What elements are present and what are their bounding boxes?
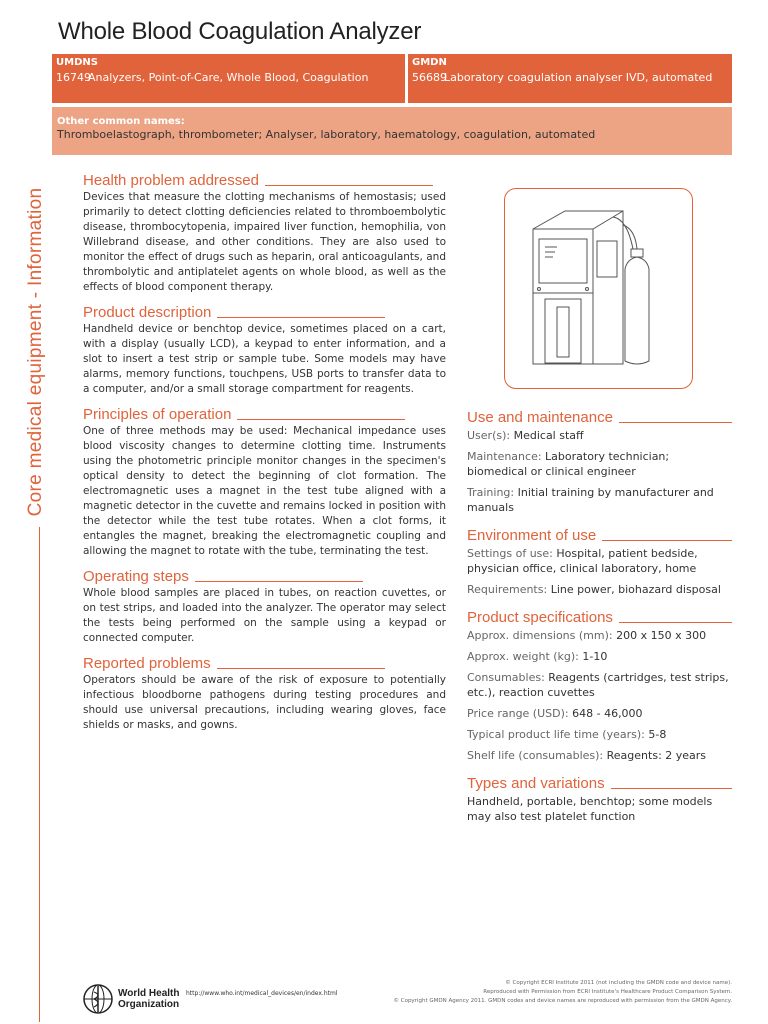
- section-heading: Health problem addressed: [83, 171, 446, 190]
- spec-item: Requirements: Line power, biohazard disposal: [467, 583, 721, 596]
- who-emblem-icon: [82, 983, 114, 1015]
- page-title: Whole Blood Coagulation Analyzer: [58, 18, 422, 45]
- section-heading: Reported problems: [83, 654, 446, 673]
- who-name-line1: World Health: [118, 988, 180, 999]
- spec-item: Maintenance: Laboratory technician; biomedical or clinical engineer: [467, 450, 670, 478]
- spec-item: Settings of use: Hospital, patient bedside, physician office, clinical laboratory, home: [467, 547, 698, 575]
- types-section: [467, 774, 732, 824]
- section-heading: Types and variations: [467, 774, 732, 793]
- copyright-line: © Copyright GMDN Agency 2011. GMDN codes and device names are reproduced with permission from the GMDN Agency.: [393, 998, 732, 1004]
- spec-item: Training: Initial training by manufacturer and manuals: [467, 486, 714, 514]
- who-name-line2: Organization: [118, 999, 180, 1010]
- other-names-text: Thromboelastograph, thrombometer; Analyser, laboratory, haematology, coagulation, automated: [57, 128, 596, 141]
- who-logo: [82, 983, 179, 1015]
- copyright-line: Reproduced with Permission from ECRI Institute's Healthcare Product Comparison System.: [483, 989, 732, 995]
- classification-codes: [52, 54, 732, 103]
- who-url-link[interactable]: http://www.who.int/medical_devices/en/index.html: [186, 990, 338, 997]
- left-column: [83, 171, 446, 741]
- section-heading: Product specifications: [467, 608, 732, 627]
- copyright-line: © Copyright ECRI Institute 2011 (not including the GMDN code and device name).: [505, 980, 732, 986]
- spec-item: Shelf life (consumables): Reagents: 2 years: [467, 749, 707, 762]
- side-rule: [39, 527, 40, 1022]
- section-heading: Operating steps: [83, 567, 446, 586]
- umdns-box: [52, 54, 405, 103]
- umdns-code: 16749: [56, 71, 91, 84]
- specifications-section: [467, 608, 732, 763]
- spec-item: Consumables: Reagents (cartridges, test strips, etc.), reaction cuvettes: [467, 671, 729, 699]
- gmdn-code: 56689: [412, 71, 447, 84]
- gmdn-label: GMDN: [412, 57, 447, 68]
- section-heading: Environment of use: [467, 526, 732, 545]
- analyzer-sketch-icon: [505, 189, 692, 388]
- environment-section: [467, 526, 732, 597]
- spec-item: Approx. dimensions (mm): 200 x 150 x 300: [467, 629, 707, 642]
- section-text: Whole blood samples are placed in tubes, on reaction cuvettes, or on test strips, and loaded into the analyzer. The operator may select the tests being performed on the sample using a keypad or connected computer.: [83, 587, 446, 644]
- spec-item: Price range (USD): 648 - 46,000: [467, 707, 643, 720]
- right-column: [467, 408, 732, 835]
- side-label: Core medical equipment - Information: [25, 187, 46, 517]
- gmdn-box: [408, 54, 732, 103]
- spec-item: User(s): Medical staff: [467, 429, 584, 442]
- spec-item: Typical product life time (years): 5-8: [467, 728, 667, 741]
- gmdn-name: Laboratory coagulation analyser IVD, automated: [444, 71, 713, 84]
- section-heading: Use and maintenance: [467, 408, 732, 427]
- other-names-label: Other common names:: [57, 116, 185, 127]
- umdns-label: UMDNS: [56, 57, 98, 68]
- device-illustration: [504, 188, 693, 389]
- section-text: One of three methods may be used: Mechanical impedance uses blood viscosity changes to determine clotting time. Instruments using the photometric principle monitor changes in the specimen's optical density to detect the beginning of clot formation. The electromagnetic uses a magnet in the test tube aligned with a magnetic detector in the cuvette and remains locked in position with the detector while the test tube rotates. When a clot forms, it entangles the magnet, breaking the electromagnetic coupling and allowing the magnet to rotate with the tube, terminating the test.: [83, 425, 446, 557]
- umdns-name: Analyzers, Point-of-Care, Whole Blood, Coagulation: [88, 71, 369, 84]
- section-text: Handheld device or benchtop device, sometimes placed on a cart, with a display (usually LCD), a keypad to enter information, and a slot to insert a test strip or sample tube. Some models may have alarms, memory functions, touchpens, USB ports to transfer data to a computer, and/or a small storage compartment for reagents.: [83, 323, 446, 395]
- copyright-notice: [393, 979, 732, 1006]
- section-heading: Principles of operation: [83, 405, 446, 424]
- spec-item: Approx. weight (kg): 1-10: [467, 650, 608, 663]
- use-maintenance-section: [467, 408, 732, 515]
- other-names-box: [52, 107, 732, 155]
- section-text: Operators should be aware of the risk of exposure to potentially infectious bloodborne pathogens during testing procedures and should use universal precautions, including wearing gloves, face shields or masks, and gowns.: [83, 674, 446, 731]
- types-text: Handheld, portable, benchtop; some models may also test platelet function: [467, 795, 713, 823]
- section-text: Devices that measure the clotting mechanisms of hemostasis; used primarily to detect clotting deficiencies related to thromboembolytic disease, thrombocytopenia, impaired liver function, hemophilia, von Willebrand disease, and other conditions. They are also used to monitor the effect of drugs such as heparin, oral anticoagulants, and thrombolytic and antiplatelet agents on whole blood, as well as the effects of blood component therapy.: [83, 191, 446, 293]
- section-heading: Product description: [83, 303, 446, 322]
